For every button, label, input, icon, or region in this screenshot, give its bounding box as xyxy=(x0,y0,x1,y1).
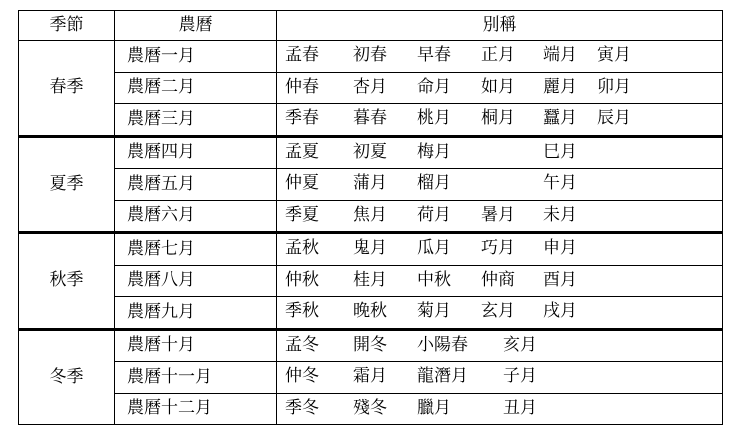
table-row xyxy=(19,72,723,104)
alias-text: 仲春 xyxy=(285,76,319,97)
alias-text: 蒲月 xyxy=(353,173,387,194)
lunar-month-cell: 農曆一月 xyxy=(115,41,277,73)
alias-text: 酉月 xyxy=(543,269,577,290)
alias-text: 杏月 xyxy=(353,76,387,97)
alias-text: 季冬 xyxy=(285,397,319,418)
alias-cell xyxy=(277,297,723,330)
alias-text: 仲夏 xyxy=(285,173,319,194)
header-season: 季節 xyxy=(19,11,115,41)
alias-text: 季夏 xyxy=(285,204,319,225)
alias-text: 玄月 xyxy=(481,301,515,322)
alias-text: 亥月 xyxy=(503,334,537,355)
alias-cell xyxy=(277,72,723,104)
alias-text: 孟秋 xyxy=(285,238,319,259)
lunar-month-alias-table xyxy=(18,10,723,425)
season-cell: 冬季 xyxy=(19,329,115,425)
table-row xyxy=(19,362,723,394)
alias-text: 晚秋 xyxy=(353,301,387,322)
alias-text: 申月 xyxy=(543,238,577,259)
alias-text: 小陽春 xyxy=(417,334,468,355)
alias-text: 初夏 xyxy=(353,141,387,162)
alias-text: 梅月 xyxy=(417,141,451,162)
alias-text: 暮春 xyxy=(353,108,387,129)
header-alias: 別稱 xyxy=(277,11,723,41)
season-cell: 春季 xyxy=(19,41,115,137)
lunar-month-cell: 農曆二月 xyxy=(115,72,277,104)
table-row xyxy=(19,393,723,425)
table-row xyxy=(19,265,723,297)
alias-text: 焦月 xyxy=(353,204,387,225)
lunar-month-cell: 農曆十二月 xyxy=(115,393,277,425)
alias-text: 仲秋 xyxy=(285,269,319,290)
alias-text: 丑月 xyxy=(503,397,537,418)
alias-text: 瓜月 xyxy=(417,238,451,259)
alias-cell xyxy=(277,362,723,394)
alias-cell xyxy=(277,169,723,201)
alias-cell xyxy=(277,393,723,425)
alias-text: 早春 xyxy=(417,45,451,66)
alias-cell xyxy=(277,136,723,169)
lunar-month-cell: 農曆六月 xyxy=(115,200,277,233)
alias-text: 孟春 xyxy=(285,45,319,66)
alias-cell xyxy=(277,329,723,362)
alias-text: 戌月 xyxy=(543,301,577,322)
alias-text: 如月 xyxy=(481,76,515,97)
alias-text: 榴月 xyxy=(417,173,451,194)
season-cell: 夏季 xyxy=(19,136,115,233)
lunar-month-cell: 農曆三月 xyxy=(115,104,277,137)
alias-text: 殘冬 xyxy=(353,397,387,418)
alias-text: 孟冬 xyxy=(285,334,319,355)
alias-text: 寅月 xyxy=(597,45,631,66)
alias-cell xyxy=(277,233,723,266)
alias-text: 桂月 xyxy=(353,269,387,290)
alias-text: 巳月 xyxy=(543,141,577,162)
alias-text: 桃月 xyxy=(417,108,451,129)
table-row xyxy=(19,136,723,169)
lunar-month-cell: 農曆五月 xyxy=(115,169,277,201)
alias-text: 桐月 xyxy=(481,108,515,129)
alias-text: 荷月 xyxy=(417,204,451,225)
alias-text: 龍潛月 xyxy=(417,366,468,387)
alias-text: 臘月 xyxy=(417,397,451,418)
alias-text: 端月 xyxy=(543,45,577,66)
table-row xyxy=(19,169,723,201)
table-row xyxy=(19,41,723,73)
alias-cell xyxy=(277,265,723,297)
table-row xyxy=(19,297,723,330)
lunar-month-cell: 農曆十月 xyxy=(115,329,277,362)
alias-text: 命月 xyxy=(417,76,451,97)
alias-text: 孟夏 xyxy=(285,141,319,162)
lunar-month-cell: 農曆十一月 xyxy=(115,362,277,394)
table-row xyxy=(19,329,723,362)
alias-cell xyxy=(277,41,723,73)
lunar-month-cell: 農曆七月 xyxy=(115,233,277,266)
alias-text: 未月 xyxy=(543,204,577,225)
lunar-month-cell: 農曆九月 xyxy=(115,297,277,330)
alias-text: 仲商 xyxy=(481,269,515,290)
header-row xyxy=(19,11,723,41)
alias-text: 中秋 xyxy=(417,269,451,290)
alias-text: 開冬 xyxy=(353,334,387,355)
alias-text: 季春 xyxy=(285,108,319,129)
alias-cell xyxy=(277,104,723,137)
alias-text: 子月 xyxy=(503,366,537,387)
alias-text: 菊月 xyxy=(417,301,451,322)
alias-text: 辰月 xyxy=(597,108,631,129)
alias-text: 季秋 xyxy=(285,301,319,322)
table-row xyxy=(19,104,723,137)
alias-cell xyxy=(277,200,723,233)
lunar-month-cell: 農曆八月 xyxy=(115,265,277,297)
alias-text: 麗月 xyxy=(543,76,577,97)
header-lunar: 農曆 xyxy=(115,11,277,41)
alias-text: 蠶月 xyxy=(543,108,577,129)
alias-text: 午月 xyxy=(543,173,577,194)
alias-text: 卯月 xyxy=(597,76,631,97)
alias-text: 仲冬 xyxy=(285,366,319,387)
alias-text: 暑月 xyxy=(481,204,515,225)
table-row xyxy=(19,200,723,233)
alias-text: 巧月 xyxy=(481,238,515,259)
table-row xyxy=(19,233,723,266)
alias-text: 正月 xyxy=(481,45,515,66)
table-body xyxy=(19,41,723,425)
season-cell: 秋季 xyxy=(19,233,115,330)
alias-text: 霜月 xyxy=(353,366,387,387)
lunar-month-cell: 農曆四月 xyxy=(115,136,277,169)
alias-text: 鬼月 xyxy=(353,238,387,259)
alias-text: 初春 xyxy=(353,45,387,66)
